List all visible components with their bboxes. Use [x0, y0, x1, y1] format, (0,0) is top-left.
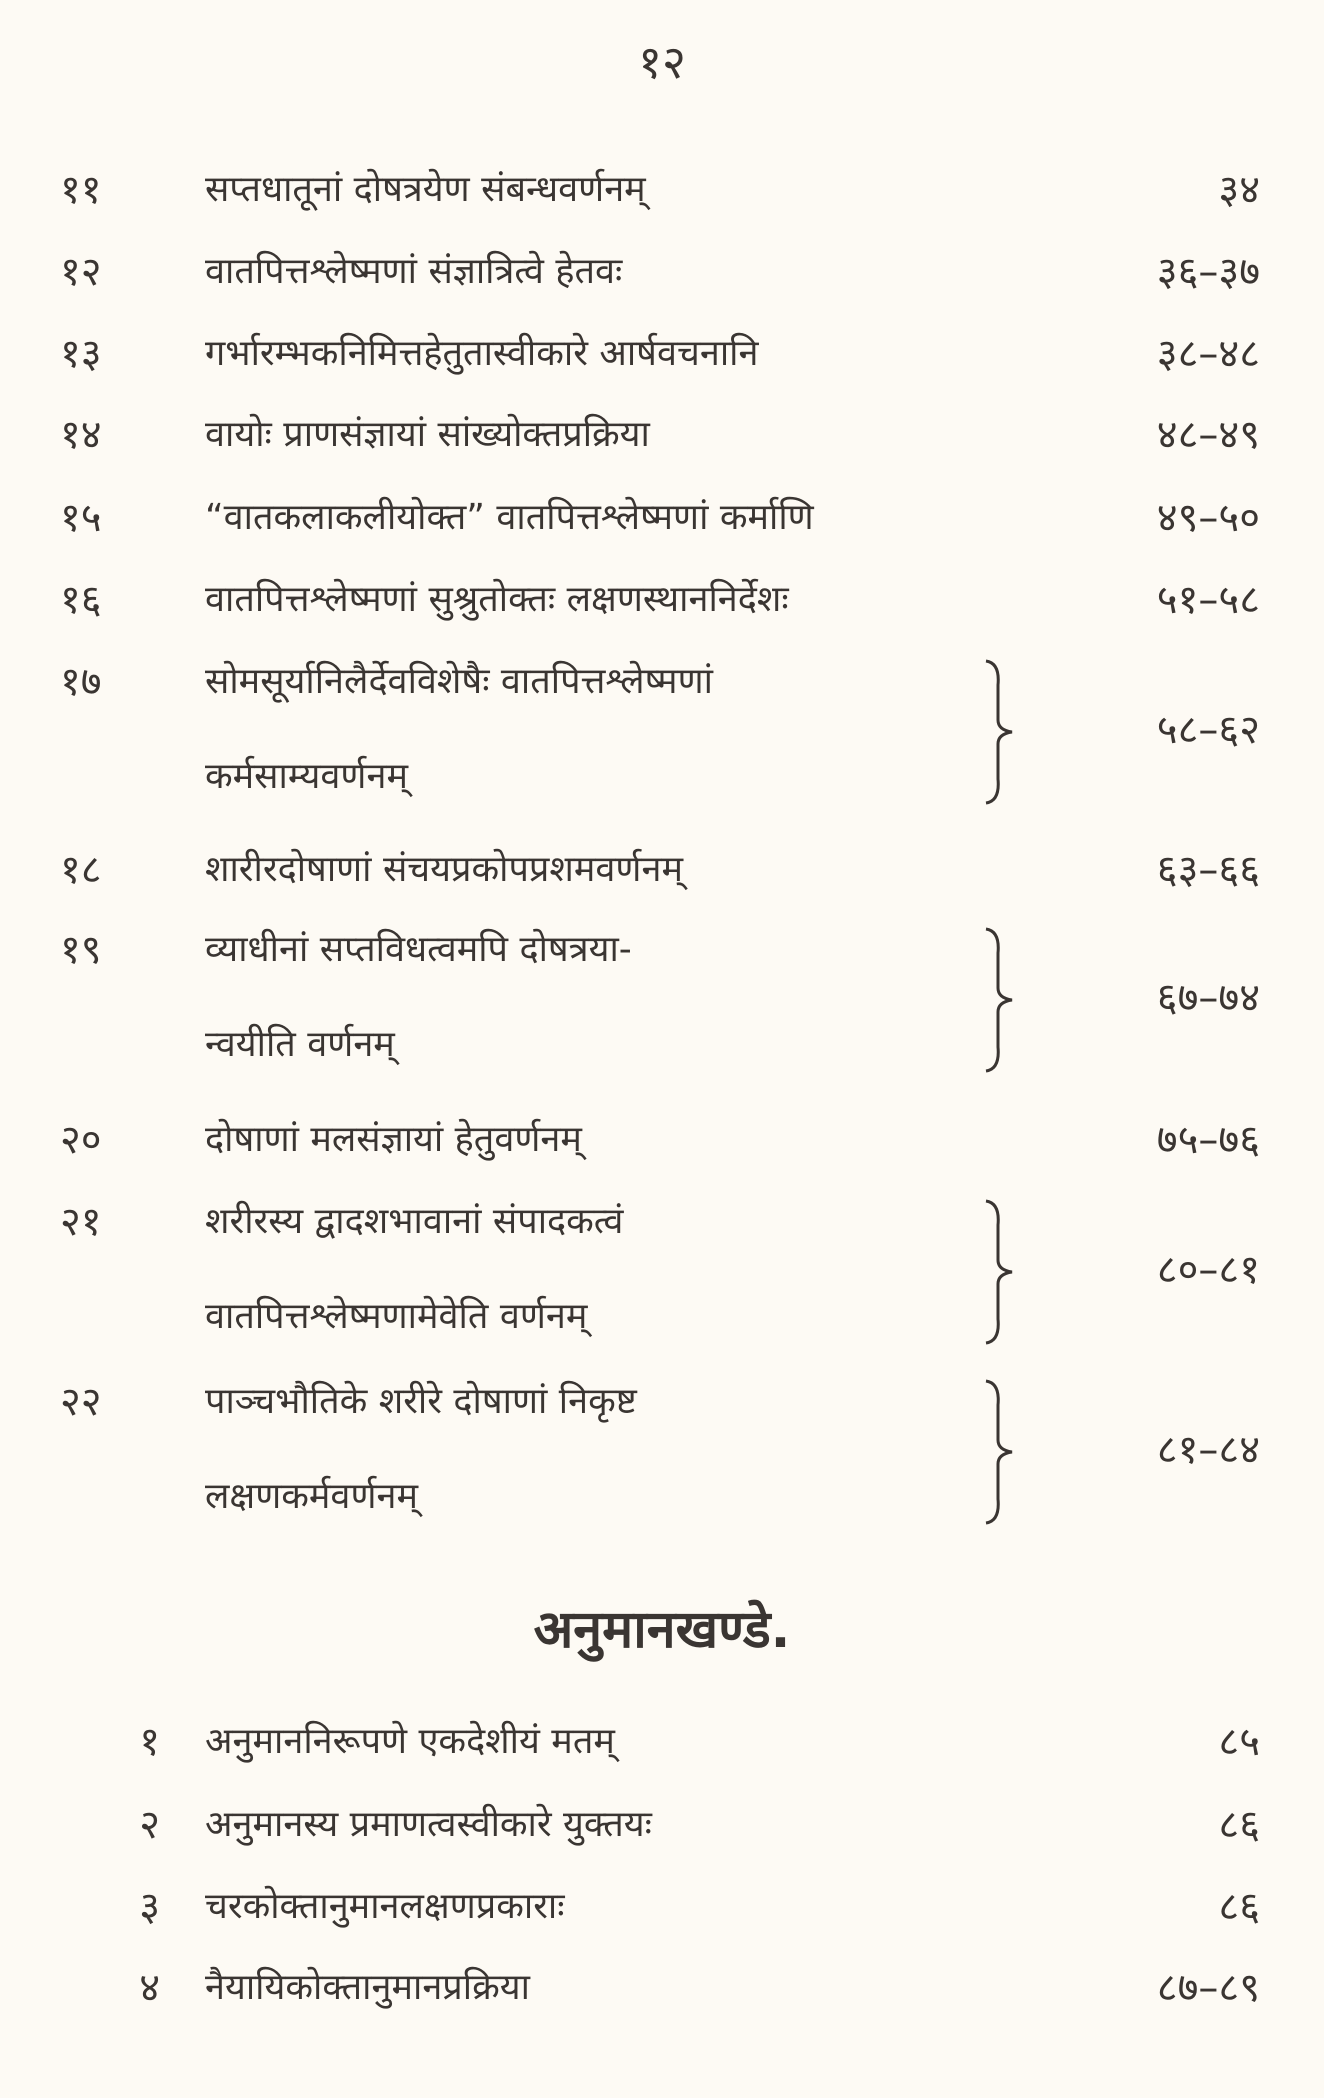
- entry-title-line: वातपित्तश्लेष्मणां सुश्रुतोक्तः लक्षणस्थाननिर्देशः: [205, 579, 789, 620]
- section-heading: अनुमानखण्डे.: [533, 1600, 791, 1660]
- brace-path: [986, 661, 1012, 803]
- entry-title: [205, 840, 995, 900]
- entry-pages: ८५: [1218, 1719, 1260, 1765]
- entry-title-line: शारीरदोषाणां संचयप्रकोपप्रशमवर्णनम्: [205, 849, 683, 890]
- entry-pages: ८७–८९: [1156, 1965, 1260, 2011]
- entry-number: २२: [60, 1379, 102, 1425]
- entry-title-line: चरकोक्तानुमानलक्षणप्रकाराः: [205, 1886, 565, 1927]
- entry-pages: ३६–३७: [1156, 249, 1260, 295]
- brace-path: [986, 1381, 1012, 1523]
- entry-number: २: [139, 1802, 160, 1848]
- entry-title: [205, 242, 995, 302]
- entry-number: १३: [60, 331, 102, 377]
- entry-number: १७: [60, 659, 102, 705]
- entry-number: ४: [139, 1965, 160, 2011]
- entry-pages: ६७–७४: [1156, 975, 1260, 1021]
- entry-pages: ५१–५८: [1156, 577, 1260, 623]
- entry-number: १८: [60, 847, 102, 893]
- entry-pages: ५८–६२: [1156, 707, 1260, 753]
- brace-icon: [980, 1197, 1020, 1347]
- entry-pages: ८६: [1218, 1884, 1260, 1930]
- entry-title-line: “वातकलाकलीयोक्त” वातपित्तश्लेष्मणां कर्माणि: [205, 497, 814, 538]
- entry-title-line: अनुमानस्य प्रमाणत्वस्वीकारे युक्तयः: [205, 1804, 652, 1845]
- entry-title: [205, 920, 995, 1110]
- entry-title: [205, 1372, 995, 1562]
- entry-number: १२: [60, 249, 102, 295]
- entry-pages: ८१–८४: [1156, 1427, 1260, 1473]
- brace-path: [986, 929, 1012, 1071]
- entry-number: २१: [60, 1199, 102, 1245]
- entry-title-line: पाञ्चभौतिके शरीरे दोषाणां निकृष्ट: [205, 1381, 637, 1422]
- entry-number: १६: [60, 577, 102, 623]
- entry-number: १: [139, 1719, 160, 1765]
- entry-number: १९: [60, 927, 102, 973]
- page-number: १२: [638, 35, 686, 89]
- entry-pages: ४९–५०: [1156, 495, 1260, 541]
- entry-title: [205, 324, 995, 384]
- entry-title-line: लक्षणकर्मवर्णनम्: [205, 1476, 418, 1517]
- entry-pages: ८६: [1218, 1802, 1260, 1848]
- entry-title: [205, 1795, 995, 1855]
- brace-icon: [980, 1377, 1020, 1527]
- entry-title-line: न्वयीति वर्णनम्: [205, 1024, 395, 1065]
- entry-title-line: वातपित्तश्लेष्मणामेवेति वर्णनम्: [205, 1296, 588, 1337]
- entry-title: [205, 1877, 995, 1937]
- entry-title-line: दोषाणां मलसंज्ञायां हेतुवर्णनम्: [205, 1119, 582, 1160]
- brace-icon: [980, 925, 1020, 1075]
- entry-number: ३: [139, 1884, 160, 1930]
- entry-title: [205, 1110, 995, 1170]
- entry-title-line: सोमसूर्यानिलैर्देवविशेषैः वातपित्तश्लेष्मणां: [205, 661, 713, 702]
- entry-title-line: गर्भारम्भकनिमित्तहेतुतास्वीकारे आर्षवचनानि: [205, 333, 759, 374]
- entry-title: [205, 160, 995, 220]
- entry-number: १५: [60, 495, 102, 541]
- entry-title-line: शरीरस्य द्वादशभावानां संपादकत्वं: [205, 1201, 624, 1242]
- entry-title-line: वातपित्तश्लेष्मणां संज्ञात्रित्वे हेतवः: [205, 251, 623, 292]
- entry-title: [205, 570, 995, 630]
- entry-title-line: अनुमाननिरूपणे एकदेशीयं मतम्: [205, 1721, 615, 1762]
- entry-title-line: वायोः प्राणसंज्ञायां सांख्योक्तप्रक्रिया: [205, 414, 650, 455]
- entry-title: [205, 488, 995, 548]
- entry-title-line: नैयायिकोक्तानुमानप्रक्रिया: [205, 1967, 530, 2008]
- brace-path: [986, 1201, 1012, 1343]
- entry-pages: ७५–७६: [1156, 1117, 1260, 1163]
- brace-icon: [980, 657, 1020, 807]
- entry-title-line: व्याधीनां सप्तविधत्वमपि दोषत्रया-: [205, 929, 632, 970]
- entry-title-line: कर्मसाम्यवर्णनम्: [205, 756, 408, 797]
- entry-pages: ८०–८१: [1156, 1247, 1260, 1293]
- entry-title-line: सप्तधातूनां दोषत्रयेण संबन्धवर्णनम्: [205, 169, 646, 210]
- entry-pages: ४८–४९: [1156, 412, 1260, 458]
- entry-number: ११: [60, 167, 102, 213]
- entry-title: [205, 1192, 995, 1382]
- entry-number: २०: [60, 1117, 102, 1163]
- entry-title: [205, 652, 995, 842]
- entry-title: [205, 1958, 995, 2018]
- entry-title: [205, 1712, 995, 1772]
- entry-number: १४: [60, 412, 102, 458]
- entry-pages: ३८–४८: [1156, 331, 1260, 377]
- entry-title: [205, 405, 995, 465]
- entry-pages: ३४: [1218, 167, 1260, 213]
- entry-pages: ६३–६६: [1156, 847, 1260, 893]
